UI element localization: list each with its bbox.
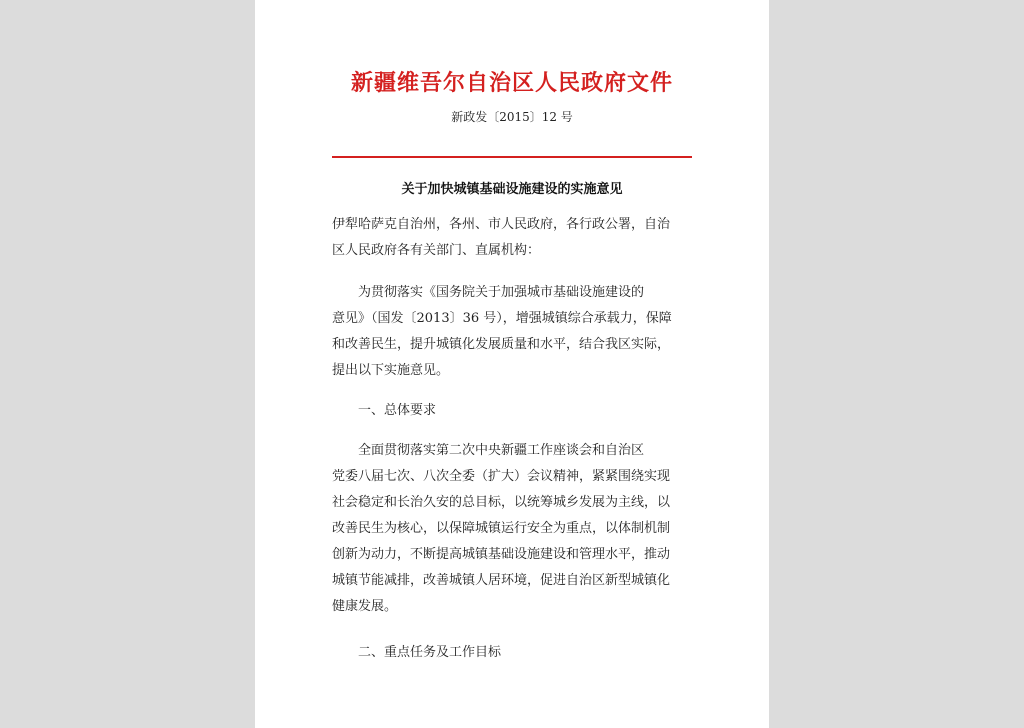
red-divider-line: [332, 156, 692, 158]
section1-line: 城镇节能减排，改善城镇人居环境，促进自治区新型城镇化: [332, 573, 671, 588]
addressee-line: 区人民政府各有关部门、直属机构：: [332, 243, 541, 258]
section1-line: 党委八届七次、八次全委（扩大）会议精神，紧紧围绕实现: [332, 469, 671, 484]
section1-line: 全面贯彻落实第二次中央新疆工作座谈会和自治区: [358, 443, 645, 458]
section1-line: 健康发展。: [332, 599, 398, 614]
document-number: 新政发〔2015〕12 号: [451, 110, 573, 124]
intro-line: 意见》（国发〔2013〕36 号），增强城镇综合承载力，保障: [332, 311, 672, 326]
intro-line: 为贯彻落实《国务院关于加强城市基础设施建设的: [358, 285, 645, 300]
document-page: [255, 0, 769, 728]
intro-line: 和改善民生，提升城镇化发展质量和水平，结合我区实际，: [332, 337, 671, 352]
document-header-title: 新疆维吾尔自治区人民政府文件: [350, 71, 673, 96]
section-heading-1: 一、总体要求: [358, 403, 437, 418]
section1-paragraph: [332, 438, 692, 620]
intro-paragraph: [332, 280, 692, 384]
addressee-paragraph: [332, 212, 692, 264]
intro-line: 提出以下实施意见。: [332, 363, 450, 378]
document-subject: 关于加快城镇基础设施建设的实施意见: [401, 182, 623, 197]
addressee-line: 伊犁哈萨克自治州，各州、市人民政府，各行政公署，自治: [332, 217, 671, 232]
section1-line: 创新为动力，不断提高城镇基础设施建设和管理水平，推动: [332, 547, 671, 562]
section1-line: 社会稳定和长治久安的总目标，以统筹城乡发展为主线，以: [332, 495, 671, 510]
section-heading-2: 二、重点任务及工作目标: [358, 645, 502, 660]
section1-line: 改善民生为核心，以保障城镇运行安全为重点，以体制机制: [332, 521, 671, 536]
